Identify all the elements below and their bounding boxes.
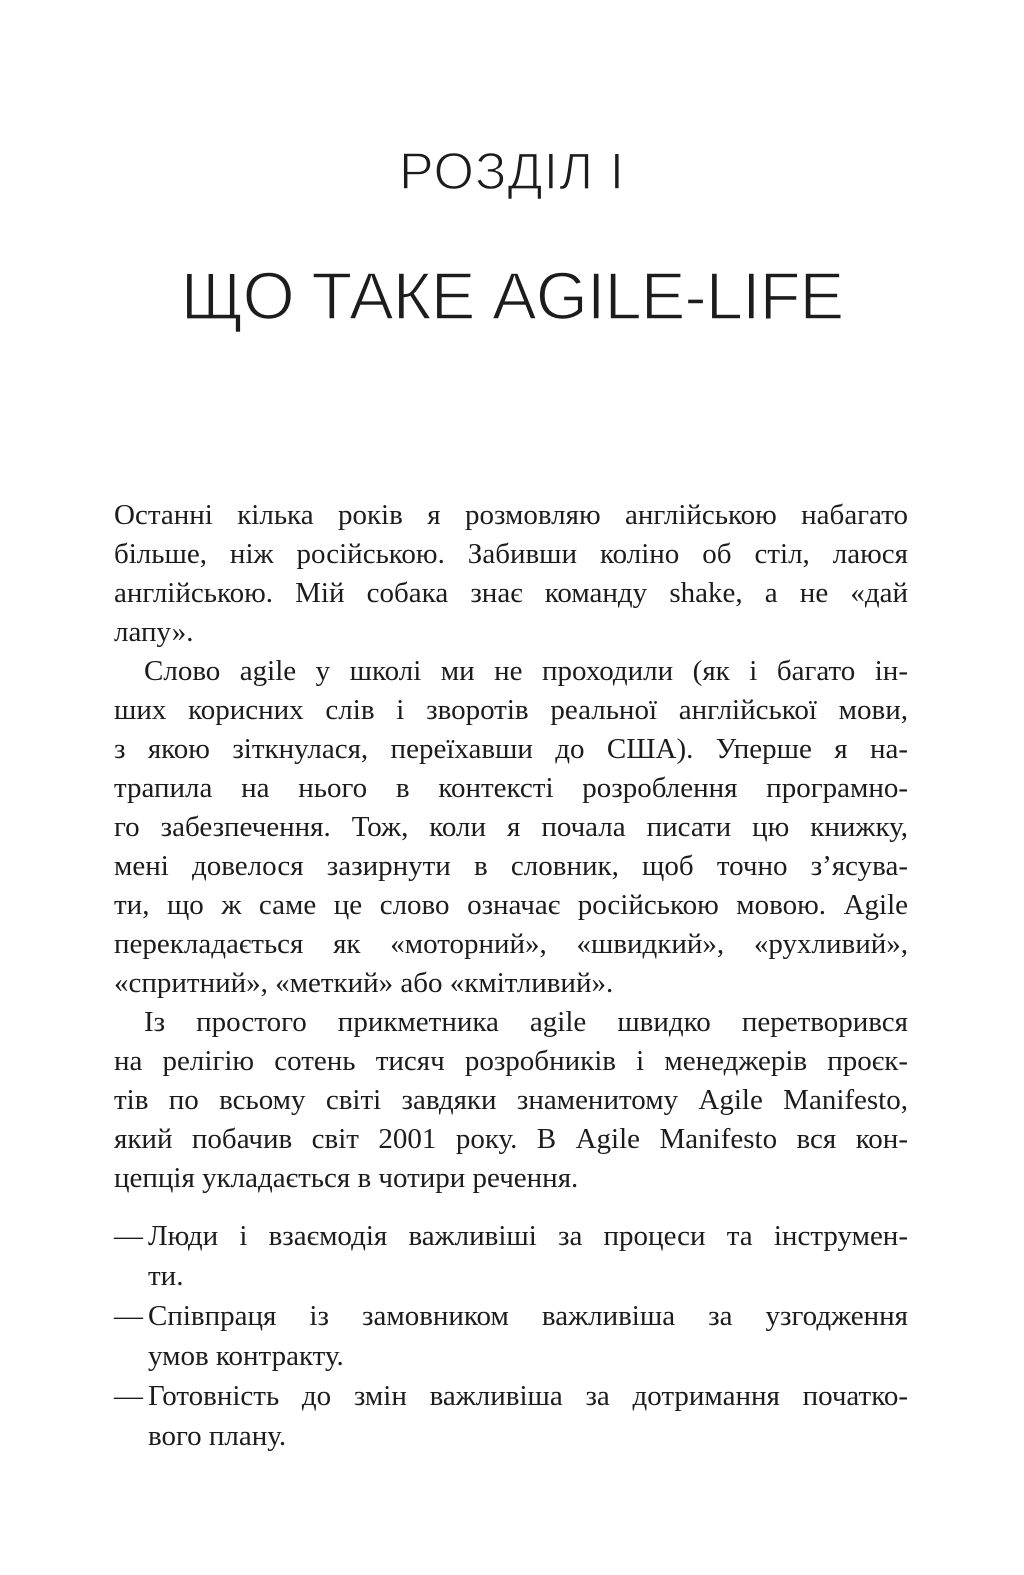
- text-line: Останні кілька років я розмовляю англійською набагато: [114, 499, 908, 531]
- text-line: англійською. Мій собака знає команду shake, а не «дай: [114, 577, 908, 609]
- bullet-text: [148, 1296, 908, 1376]
- bullet-text: [148, 1216, 908, 1296]
- bullet-dash-marker: —: [114, 1300, 143, 1332]
- chapter-title-heading: ЩО ТАКЕ AGILE-LIFE: [180, 259, 844, 334]
- text-line: Співпраця із замовником важливіша за узгодження: [148, 1300, 908, 1332]
- text-line: з якою зіткнулася, переїхавши до США). Уперше я на-: [114, 733, 908, 765]
- body-text: [114, 496, 908, 1456]
- text-line: «спритний», «меткий» або «кмітливий».: [114, 967, 614, 999]
- text-line: вого плану.: [148, 1420, 287, 1452]
- paragraph: [114, 496, 908, 652]
- bullet-item: [114, 1376, 908, 1456]
- text-line: мені довелося зазирнути в словник, щоб точно з’ясува-: [114, 850, 908, 882]
- paragraphs: [114, 496, 908, 1198]
- text-line: го забезпечення. Тож, коли я почала писати цю книжку,: [114, 811, 908, 843]
- text-line: лапу».: [114, 616, 194, 648]
- text-line: Люди і взаємодія важливіші за процеси та інструмен-: [148, 1220, 908, 1252]
- text-line: Слово agile у школі ми не проходили (як і багато ін-: [144, 655, 908, 687]
- bullet-text: [148, 1376, 908, 1456]
- text-line: трапила на нього в контексті розроблення програмно-: [114, 772, 908, 804]
- text-line: тів по всьому світі завдяки знаменитому Agile Manifesto,: [114, 1084, 908, 1116]
- text-line: ших корисних слів і зворотів реальної англійської мови,: [114, 694, 908, 726]
- bullet-item: [114, 1296, 908, 1376]
- manifesto-bullet-list: [114, 1216, 908, 1456]
- paragraph: [114, 1003, 908, 1198]
- text-line: більше, ніж російською. Забивши коліно об стіл, лаюся: [114, 538, 908, 570]
- bullet-dash-marker: —: [114, 1220, 143, 1252]
- bullet-dash-marker: —: [114, 1380, 143, 1412]
- text-line: перекладається як «моторний», «швидкий», «рухливий»,: [114, 928, 908, 960]
- text-line: Готовність до змін важливіша за дотримання початко-: [148, 1380, 908, 1412]
- text-line: ти, що ж саме це слово означає російською мовою. Agile: [114, 889, 908, 921]
- paragraph: [114, 652, 908, 1003]
- text-line: який побачив світ 2001 року. В Agile Manifesto вся кон-: [114, 1123, 908, 1155]
- text-line: цепція укладається в чотири речення.: [114, 1162, 579, 1194]
- bullet-item: [114, 1216, 908, 1296]
- text-line: ти.: [148, 1260, 184, 1292]
- text-line: на релігію сотень тисяч розробників і менеджерів проєк-: [114, 1045, 908, 1077]
- text-line: Із простого прикметника agile швидко перетворився: [144, 1006, 908, 1038]
- text-line: умов контракту.: [148, 1340, 344, 1372]
- chapter-number-heading: РОЗДІЛ І: [398, 143, 626, 201]
